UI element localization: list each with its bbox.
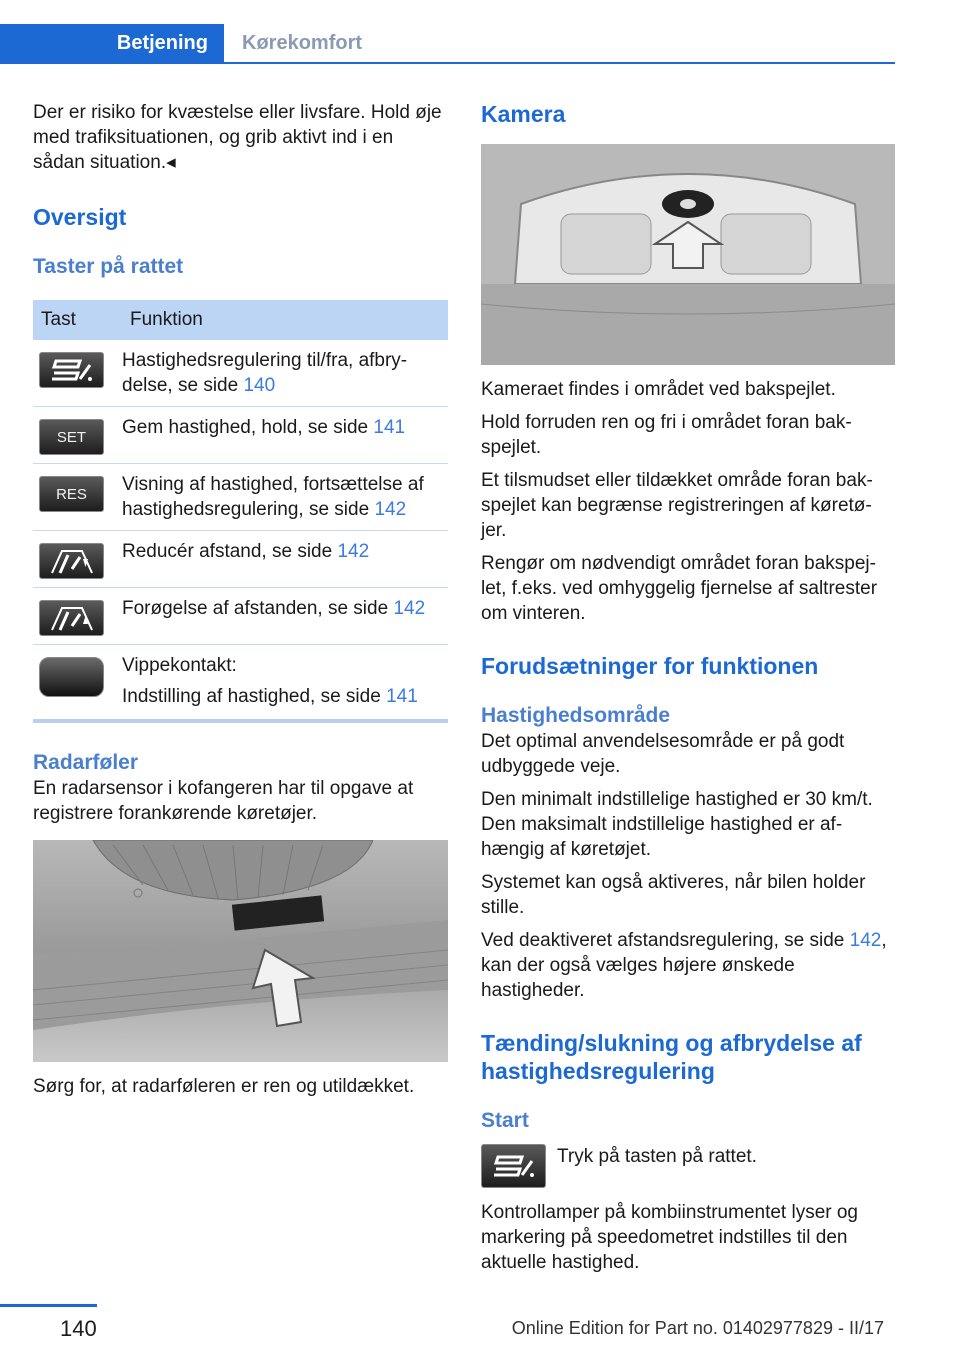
row-text: Visning af hastighed, fortsættelse af hastighedsregulering, se side xyxy=(122,474,424,520)
speed-text-2: Den minimalt indstillelige hastighed er 30 km/t. Den maksimalt indstillelige hastighed er af-hængig af køretøjet. xyxy=(481,789,873,860)
page-ref-link[interactable]: 141 xyxy=(373,417,406,438)
header-tabs xyxy=(0,24,895,64)
keys-table xyxy=(33,300,448,723)
col-header-function: Funktion xyxy=(122,300,448,340)
tab-betjening[interactable]: Betjening xyxy=(0,24,224,62)
radar-heading: Radarføler xyxy=(33,751,139,774)
radar-caption: Sørg for, at radarføleren er ren og utildækket. xyxy=(33,1076,415,1097)
speed-control-icon xyxy=(481,1144,546,1188)
intro-text: Der er risiko for kvæstelse eller livsfare. Hold øje med trafiksituationen, og grib aktivt ind i en sådan situation.◂ xyxy=(33,102,442,173)
table-row xyxy=(33,531,448,588)
table-row xyxy=(33,588,448,645)
overview-heading: Oversigt xyxy=(33,204,127,230)
table-row xyxy=(33,645,448,722)
camera-text-4: Rengør om nødvendigt området foran bakspej-let, f.eks. ved omhyggelig fjernelse af saltrester om vinteren. xyxy=(481,553,878,624)
table-row xyxy=(33,464,448,531)
prereq-heading: Forudsætninger for funktionen xyxy=(481,653,819,679)
footer-rule xyxy=(0,1304,97,1307)
camera-heading: Kamera xyxy=(481,101,566,127)
row-text: Reducér afstand, se side xyxy=(122,541,338,562)
page-ref-link[interactable]: 142 xyxy=(337,541,370,562)
page-ref-link[interactable]: 141 xyxy=(386,686,418,707)
table-row xyxy=(33,340,448,407)
speed-range-heading: Hastighedsområde xyxy=(481,704,671,727)
start-text: Tryk på tasten på rattet. xyxy=(557,1146,757,1167)
distance-increase-icon xyxy=(39,600,104,636)
speed-text-4: Ved deaktiveret afstandsregulering, se side 142, kan der også vælges højere ønskede hastigheder. xyxy=(481,930,887,1001)
radar-photo xyxy=(33,840,448,1062)
rocker-switch-icon xyxy=(39,657,104,697)
radar-text: En radarsensor i kofangeren har til opgave at registrere forankørende køretøjer. xyxy=(33,778,414,824)
right-column xyxy=(481,100,895,1283)
speed-text-1: Det optimal anvendelsesområde er på godt udbyggede veje. xyxy=(481,731,845,777)
camera-text-1: Kameraet findes i området ved bakspejlet. xyxy=(481,379,836,400)
distance-decrease-icon xyxy=(39,543,104,579)
start-text-2: Kontrollamper på kombiinstrumentet lyser og markering på speedometret indstilles til den aktuelle hastighed. xyxy=(481,1202,859,1273)
speed-text-3: Systemet kan også aktiveres, når bilen holder stille. xyxy=(481,872,866,918)
start-heading: Start xyxy=(481,1109,529,1132)
camera-photo xyxy=(481,144,895,365)
keys-heading: Taster på rattet xyxy=(33,255,184,278)
page-ref-link[interactable]: 142 xyxy=(849,930,882,951)
page-ref-link[interactable]: 142 xyxy=(393,598,426,619)
tab-korekomfort[interactable]: Kørekomfort xyxy=(242,32,363,54)
page-number: 140 xyxy=(60,1316,97,1341)
row-text: Hastighedsregulering til/fra, afbry-delse, se side xyxy=(122,350,408,396)
onoff-heading: Tænding/slukning og afbrydelse af hastighedsregulering xyxy=(481,1030,862,1084)
res-key-icon: RES xyxy=(39,476,104,512)
row-text: Gem hastighed, hold, se side xyxy=(122,417,374,438)
speed-control-icon xyxy=(39,352,104,388)
page-ref-link[interactable]: 140 xyxy=(243,375,276,396)
edition-text: Online Edition for Part no. 01402977829 - II/17 xyxy=(511,1318,884,1338)
left-column xyxy=(33,100,448,1107)
row-text: Forøgelse af afstanden, se side xyxy=(122,598,394,619)
col-header-key: Tast xyxy=(33,300,122,340)
camera-text-3: Et tilsmudset eller tildækket område foran bak-spejlet kan begrænse registreringen af køretø-jer. xyxy=(481,470,873,541)
page-ref-link[interactable]: 142 xyxy=(374,499,407,520)
start-row xyxy=(481,1144,895,1188)
table-row xyxy=(33,407,448,464)
camera-text-2: Hold forruden ren og fri i området foran bak-spejlet. xyxy=(481,412,852,458)
row-text-line1: Vippekontakt: xyxy=(122,655,237,676)
set-key-icon: SET xyxy=(39,419,104,455)
row-text: Indstilling af hastighed, se side xyxy=(122,686,387,707)
